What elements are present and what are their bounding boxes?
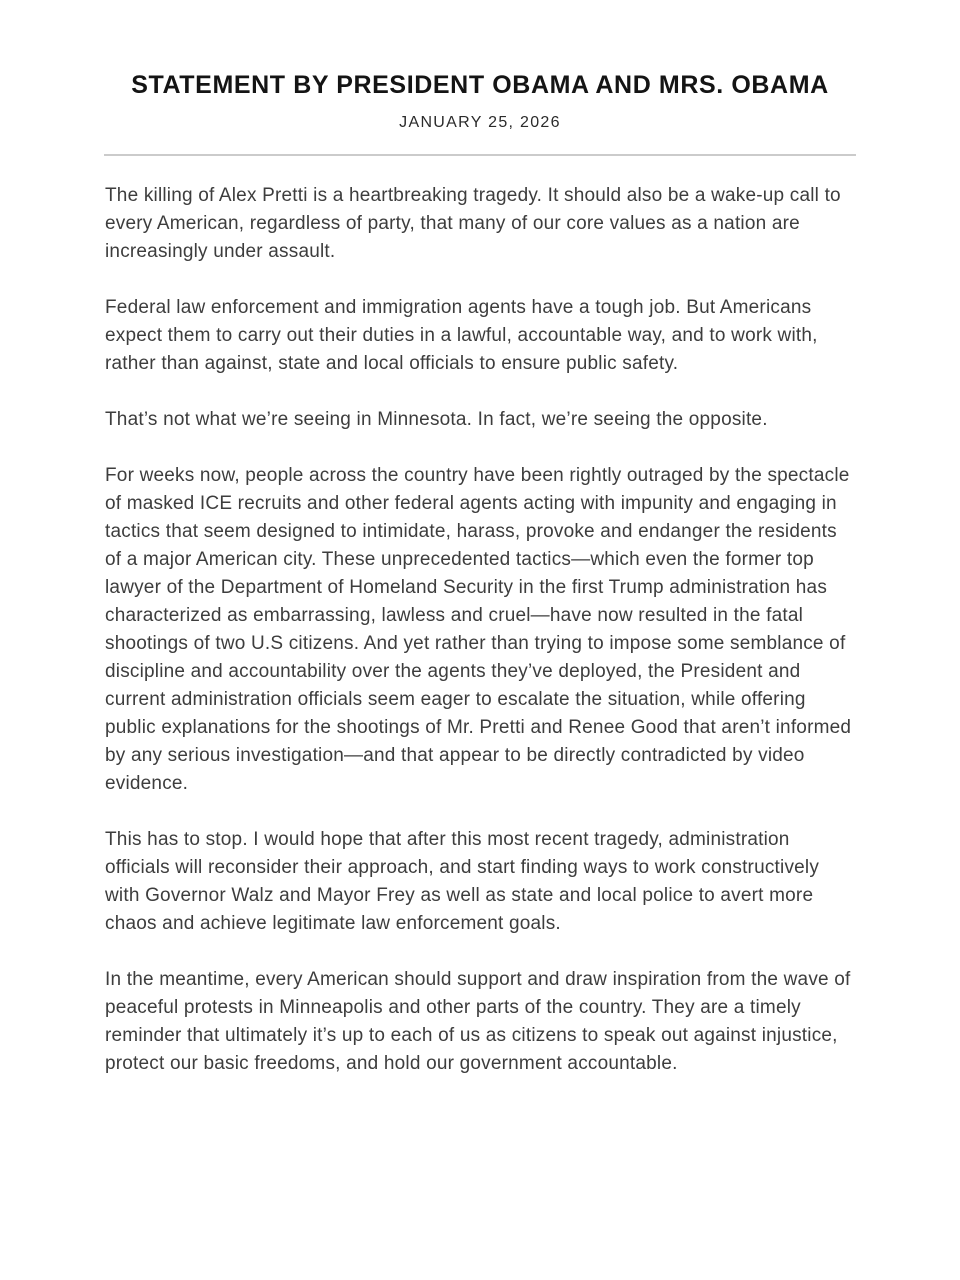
statement-title: STATEMENT BY PRESIDENT OBAMA AND MRS. OBAMA — [131, 71, 829, 99]
paragraph-6: In the meantime, every American should support and draw inspiration from the wave of peaceful protests in Minneapolis and other parts of the country. They are a timely reminder that ultimately it’s up to each of us as citizens to speak out against injustice, protect our basic freedoms, and hold our government accountable. — [105, 969, 851, 1074]
paragraph-3: That’s not what we’re seeing in Minnesota. In fact, we’re seeing the opposite. — [105, 409, 768, 430]
paragraph-5: This has to stop. I would hope that after this most recent tragedy, administration officials will reconsider their approach, and start finding ways to work constructively with Governor Walz and Mayor Frey as well as state and local police to avert more chaos and achieve legitimate law enforcement goals. — [105, 829, 820, 934]
paragraph-1: The killing of Alex Pretti is a heartbreaking tragedy. It should also be a wake-up call to every American, regardless of party, that many of our core values as a nation are increasingly under assault. — [105, 185, 841, 262]
statement-date: JANUARY 25, 2026 — [399, 114, 561, 131]
document-header — [0, 70, 960, 132]
paragraph-2: Federal law enforcement and immigration agents have a tough job. But Americans expect them to carry out their duties in a lawful, accountable way, and to work with, rather than against, state and local officials to ensure public safety. — [105, 297, 818, 374]
header-divider — [104, 154, 856, 156]
statement-body — [105, 182, 855, 1078]
paragraph-4: For weeks now, people across the country have been rightly outraged by the spectacle of masked ICE recruits and other federal agents acting with impunity and engaging in tactics that seem designed to intimidate, harass, provoke and endanger the residents of a major American city. These unprecedented tactics—which even the former top lawyer of the Department of Homeland Security in the first Trump administration has characterized as embarrassing, lawless and cruel—have now resulted in the fatal shootings of two U.S citizens. And yet rather than trying to impose some semblance of discipline and accountability over the agents they’ve deployed, the President and current administration officials seem eager to escalate the situation, while offering public explanations for the shootings of Mr. Pretti and Renee Good that aren’t informed by any serious investigation—and that appear to be directly contradicted by video evidence. — [105, 465, 852, 794]
